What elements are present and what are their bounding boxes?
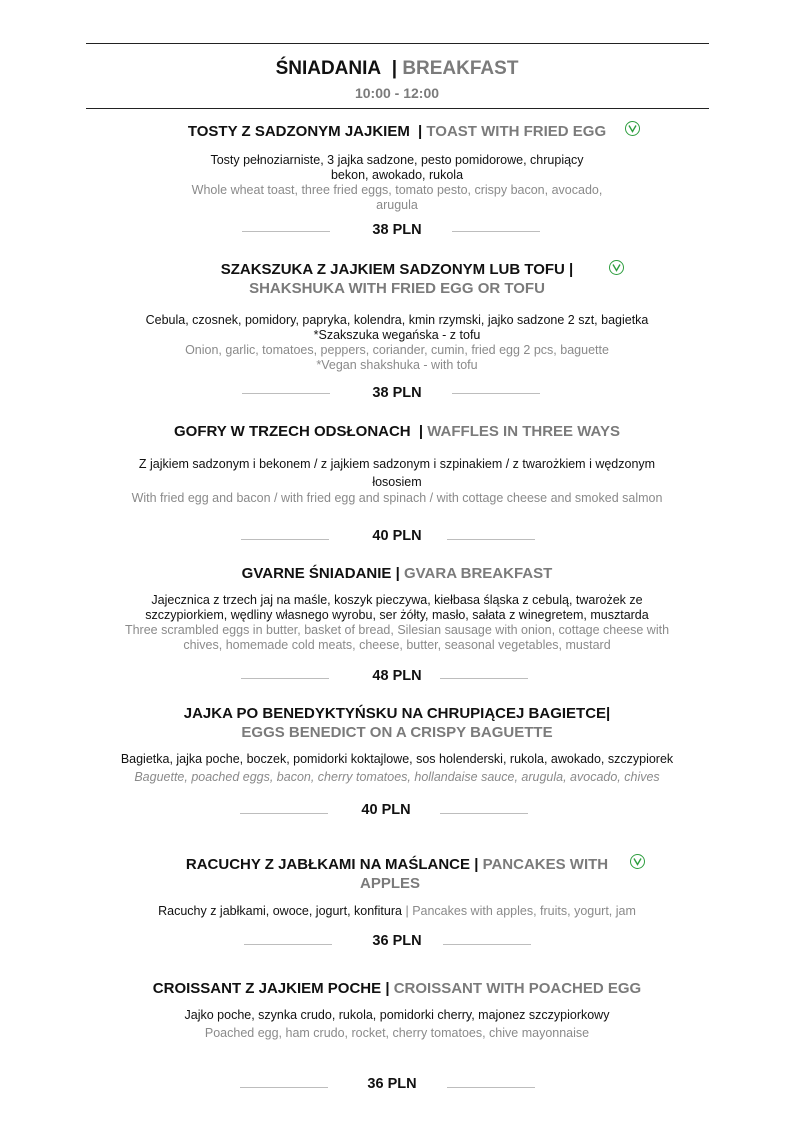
desc-separator: | [405, 904, 409, 918]
item-title-toast [0, 122, 794, 141]
item-price: 36 PLN [367, 1076, 417, 1092]
price-line-right [443, 944, 531, 945]
title-separator: | [395, 565, 400, 582]
price-line-right [440, 813, 528, 814]
item-desc-en [0, 183, 794, 213]
desc-line: łososiem [372, 475, 422, 489]
item-title-gvara [0, 564, 794, 583]
desc-line: Three scrambled eggs in butter, basket of bread, Silesian sausage with onion, cottage cheese with [124, 623, 670, 637]
desc-line: arugula [376, 198, 418, 212]
desc-line: Cebula, czosnek, pomidory, papryka, kolendra, kmin rzymski, jajko sadzone 2 szt, bagietka [145, 313, 649, 327]
item-desc-en [0, 1026, 794, 1041]
item-desc-en [0, 343, 794, 373]
item-desc-pl [0, 455, 794, 491]
item-desc-pl [0, 313, 794, 343]
item-desc-en [0, 491, 794, 506]
item-title-croissant [0, 979, 794, 998]
desc-line: Poached egg, ham crudo, rocket, cherry tomatoes, chive mayonnaise [204, 1026, 590, 1040]
desc-line: Bagietka, jajka poche, boczek, pomidorki koktajlowe, sos holenderski, rukola, awokado, szczypiorek [120, 752, 674, 766]
desc-line: With fried egg and bacon / with fried egg and spinach / with cottage cheese and smoked salmon [131, 491, 663, 505]
item-title-en: GVARA BREAKFAST [403, 565, 553, 582]
title-separator: | [385, 980, 390, 997]
price-line-right [452, 231, 540, 232]
desc-line: Jajecznica z trzech jaj na maśle, koszyk pieczywa, kiełbasa śląska z cebulą, twarożek ze [151, 593, 643, 607]
item-price: 48 PLN [372, 668, 422, 684]
item-price: 40 PLN [361, 802, 411, 818]
page-title-separator: | [391, 58, 398, 79]
desc-line: bekon, awokado, rukola [330, 168, 464, 182]
header-bottom-rule [86, 108, 709, 109]
desc-line: *Vegan shakshuka - with tofu [316, 358, 478, 372]
page-title-en: BREAKFAST [402, 58, 519, 79]
desc-line: Z jajkiem sadzonym i bekonem / z jajkiem sadzonym i szpinakiem / z twarożkiem i wędzonym [138, 457, 656, 471]
item-title-en: PANCAKES WITH [482, 856, 609, 873]
item-desc-pl [0, 153, 794, 183]
desc-en: Pancakes with apples, fruits, yogurt, jam [412, 904, 636, 918]
item-title-pl: JAJKA PO BENEDYKTYŃSKU NA CHRUPIĄCEJ BAGIETCE| [183, 705, 611, 722]
item-desc-pl [0, 1008, 794, 1023]
vegan-v-icon [630, 854, 645, 869]
price-line-right [447, 539, 535, 540]
item-title-en: WAFFLES IN THREE WAYS [427, 423, 620, 440]
vegan-v-icon [609, 260, 624, 275]
page-title [0, 58, 794, 80]
item-title-en-cont: APPLES [360, 875, 421, 892]
item-desc-pl [0, 593, 794, 623]
item-title-pl: GVARNE ŚNIADANIE [241, 565, 392, 582]
item-title-pl: SZAKSZUKA Z JAJKIEM SADZONYM LUB TOFU | [220, 261, 574, 278]
desc-pl: Racuchy z jabłkami, owoce, jogurt, konfitura [158, 904, 402, 918]
item-price: 40 PLN [372, 528, 422, 544]
desc-line: Jajko poche, szynka crudo, rukola, pomidorki cherry, majonez szczypiorkowy [184, 1008, 610, 1022]
item-title-en: TOAST WITH FRIED EGG [426, 123, 607, 140]
desc-line: Onion, garlic, tomatoes, peppers, coriander, cumin, fried egg 2 pcs, baguette [185, 343, 609, 357]
vegan-v-icon [625, 121, 640, 136]
item-title-shakshuka [0, 260, 794, 298]
item-title-pancakes [0, 855, 794, 893]
item-title-en: SHAKSHUKA WITH FRIED EGG OR TOFU [249, 280, 545, 297]
item-title-pl: TOSTY Z SADZONYM JAJKIEM [187, 123, 410, 140]
item-price: 38 PLN [372, 222, 422, 238]
item-desc [0, 904, 794, 919]
title-separator: | [418, 123, 423, 140]
desc-line: chives, homemade cold meats, cheese, butter, seasonal vegetables, mustard [183, 638, 611, 652]
desc-line: *Szakszuka wegańska - z tofu [313, 328, 481, 342]
page-title-pl: ŚNIADANIA [275, 58, 381, 79]
item-title-en: EGGS BENEDICT ON A CRISPY BAGUETTE [241, 724, 553, 741]
item-price: 36 PLN [372, 933, 422, 949]
top-rule [86, 43, 709, 44]
desc-line: Baguette, poached eggs, bacon, cherry tomatoes, hollandaise sauce, arugula, avocado, chives [134, 770, 660, 784]
item-desc-en [0, 623, 794, 653]
item-title-benedict [0, 704, 794, 742]
item-price: 38 PLN [372, 385, 422, 401]
item-desc-en [0, 770, 794, 785]
desc-line: szczypiorkiem, wędliny własnego wyrobu, ser żółty, masło, sałata z winegretem, musztarda [145, 608, 649, 622]
title-separator: | [418, 423, 424, 440]
item-title-waffles [0, 422, 794, 441]
price-line-right [447, 1087, 535, 1088]
item-desc-pl [0, 752, 794, 767]
desc-line: Whole wheat toast, three fried eggs, tomato pesto, crispy bacon, avocado, [191, 183, 603, 197]
item-title-pl: GOFRY W TRZECH ODSŁONACH [173, 423, 411, 440]
desc-line: Tosty pełnoziarniste, 3 jajka sadzone, pesto pomidorowe, chrupiący [210, 153, 584, 167]
price-line-right [440, 678, 528, 679]
opening-hours: 10:00 - 12:00 [354, 85, 440, 101]
price-line-right [452, 393, 540, 394]
item-title-pl: CROISSANT Z JAJKIEM POCHE [152, 980, 382, 997]
item-title-pl: RACUCHY Z JABŁKAMI NA MAŚLANCE | [185, 856, 479, 873]
item-title-en: CROISSANT WITH POACHED EGG [393, 980, 642, 997]
